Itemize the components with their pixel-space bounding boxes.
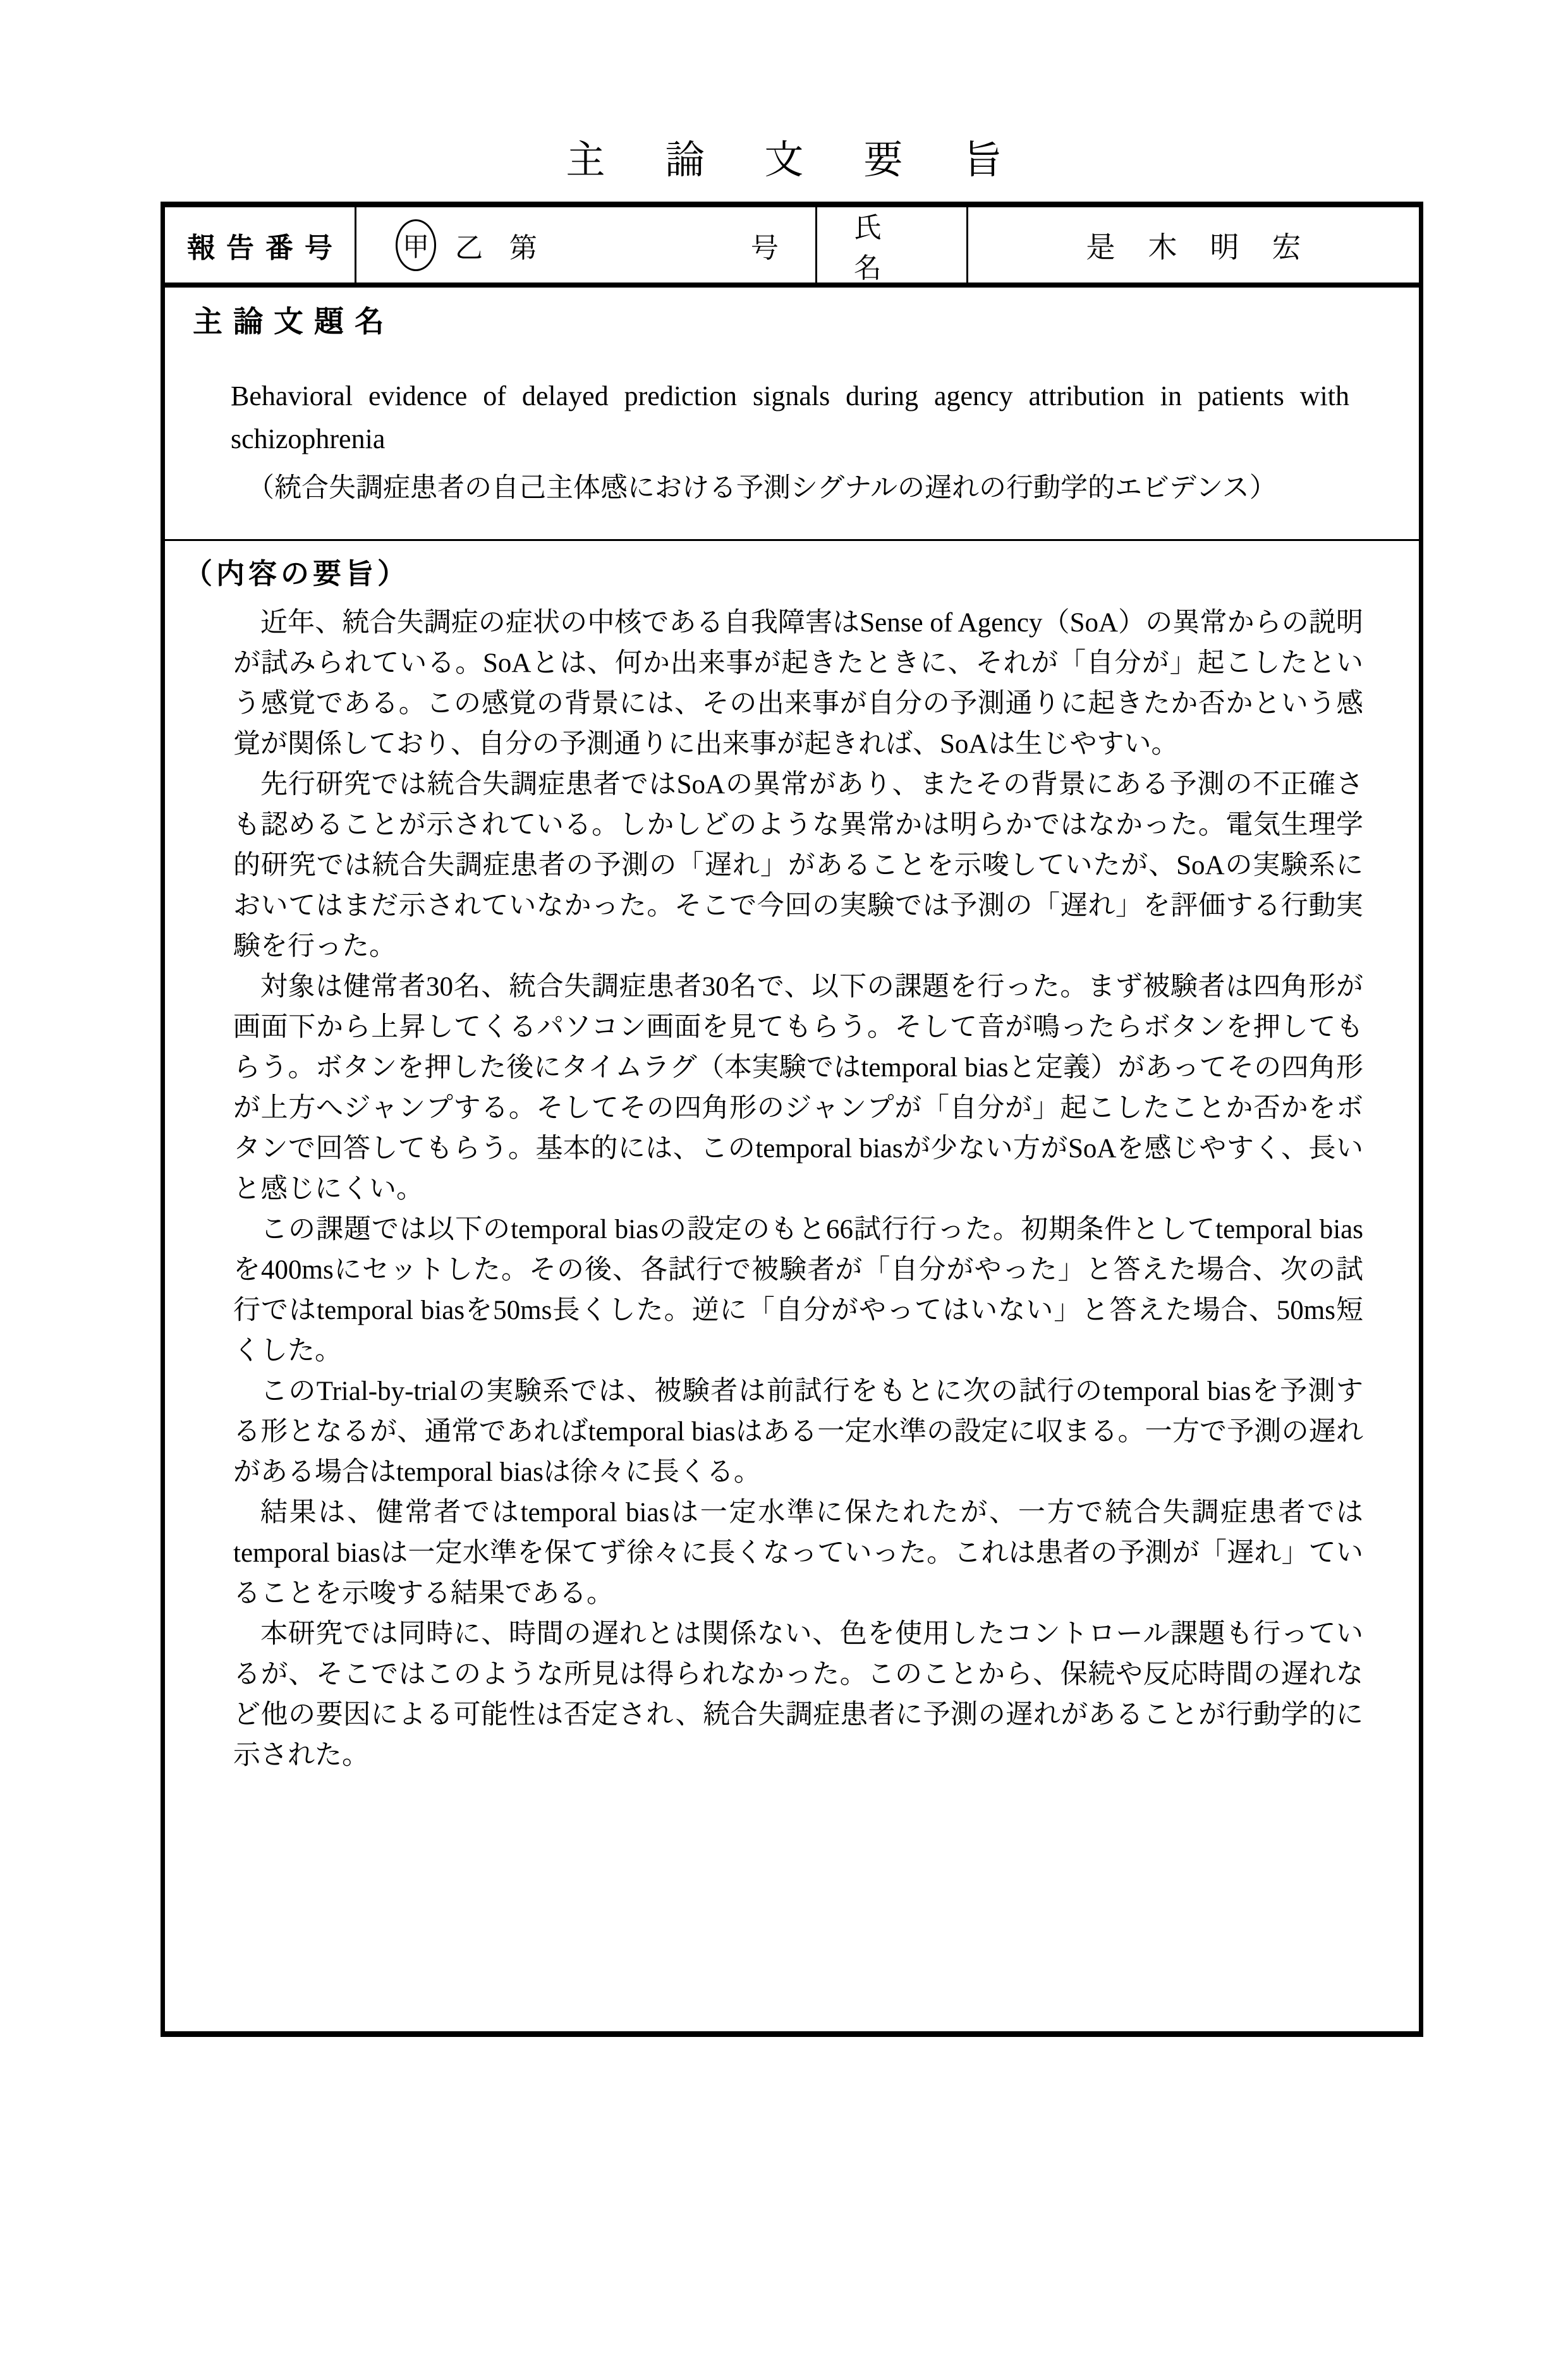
report-header-row — [165, 207, 1419, 288]
thesis-title-japanese: （統合失調症患者の自己主体感における予測シグナルの遅れの行動学的エビデンス） — [247, 473, 1277, 503]
form-body — [165, 305, 1419, 1776]
abstract-paragraph: このTrial-by-trialの実験系では、被験者は前試行をもとに次の試行のtemporal biasを予測する形となるが、通常であればtemporal biasはある一定水準の設定に収まる。一方で予測の遅れがある場合はtemporal biasは徐々に長くる。 — [233, 1377, 1363, 1487]
abstract-paragraph: この課題では以下のtemporal biasの設定のもと66試行行った。初期条件としてtemporal biasを400msにセットした。その後、各試行で被験者が「自分がやった」と答えた場合、次の試行ではtemporal biasを50ms長くした。逆に「自分がやってはいない」と答えた場合、50ms短くした。 — [233, 1215, 1363, 1366]
abstract-body — [233, 603, 1363, 1776]
abstract-paragraph: 近年、統合失調症の症状の中核である自我障害はSense of Agency（SoA）の異常からの説明が試みられている。SoAとは、何か出来事が起きたときに、それが「自分が」起こしたという感覚である。この感覚の背景には、その出来事が自分の予測通りに起きたか否かという感覚が関係しており、自分の予測通りに出来事が起きれば、SoAは生じやすい。 — [233, 608, 1363, 759]
kou-circled-mark: 甲 — [396, 219, 436, 271]
report-number-cell — [356, 207, 817, 283]
abstract-paragraph: 先行研究では統合失調症患者ではSoAの異常があり、またその背景にある予測の不正確さも認めることが示されている。しかしどのような異常かは明らかではなかった。電気生理学的研究では統合失調症患者の予測の「遅れ」があることを示唆していたが、SoAの実験系においてはまだ示されていなかった。そこで今回の実験では予測の「遅れ」を評価する行動実験を行った。 — [233, 770, 1363, 961]
abstract-paragraph: 本研究では同時に、時間の遅れとは関係ない、色を使用したコントロール課題も行っているが、そこではこのような所見は得られなかった。このことから、保続や反応時間の遅れなど他の要因による可能性は否定され、統合失調症患者に予測の遅れがあることが行動学的に示された。 — [233, 1619, 1363, 1770]
thesis-title-english: Behavioral evidence of delayed prediction signals during agency attribution in patients with schizophrenia — [231, 380, 1349, 454]
otsu-mark: 乙 — [455, 232, 483, 264]
abstract-paragraph: 対象は健常者30名、統合失調症患者30名で、以下の課題を行った。まず被験者は四角形が画面下から上昇してくるパソコン画面を見てもらう。そして音が鳴ったらボタンを押してもらう。ボタンを押した後にタイムラグ（本実験ではtemporal biasと定義）があってその四角形が上方へジャンプする。そしてその四角形のジャンプが「自分が」起こしたことか否かをボタンで回答してもらう。基本的には、このtemporal biasが少ない方がSoAを感じやすく、長いと感じにくい。 — [233, 972, 1363, 1204]
form-outer-box — [161, 202, 1423, 2037]
report-number-label: 報告番号 — [165, 207, 356, 283]
abstract-heading: （内容の要旨） — [184, 557, 410, 590]
page-title: 主論文要旨 — [566, 139, 1062, 182]
report-number-marks — [396, 219, 537, 271]
thesis-abstract-document — [0, 140, 1568, 2358]
number-suffix: 号 — [751, 232, 779, 264]
title-section-divider — [165, 539, 1419, 541]
thesis-title-section-label: 主論文題名 — [193, 305, 395, 338]
abstract-paragraph: 結果は、健常者ではtemporal biasは一定水準に保たれたが、一方で統合失調症患者ではtemporal biasは一定水準を保てず徐々に長くなっていった。これは患者の予測が「遅れ」ていることを示唆する結果である。 — [233, 1498, 1363, 1608]
name-value: 是木明宏 — [1086, 231, 1334, 264]
name-label: 氏名 — [817, 207, 968, 283]
dai-prefix: 第 — [509, 232, 537, 264]
